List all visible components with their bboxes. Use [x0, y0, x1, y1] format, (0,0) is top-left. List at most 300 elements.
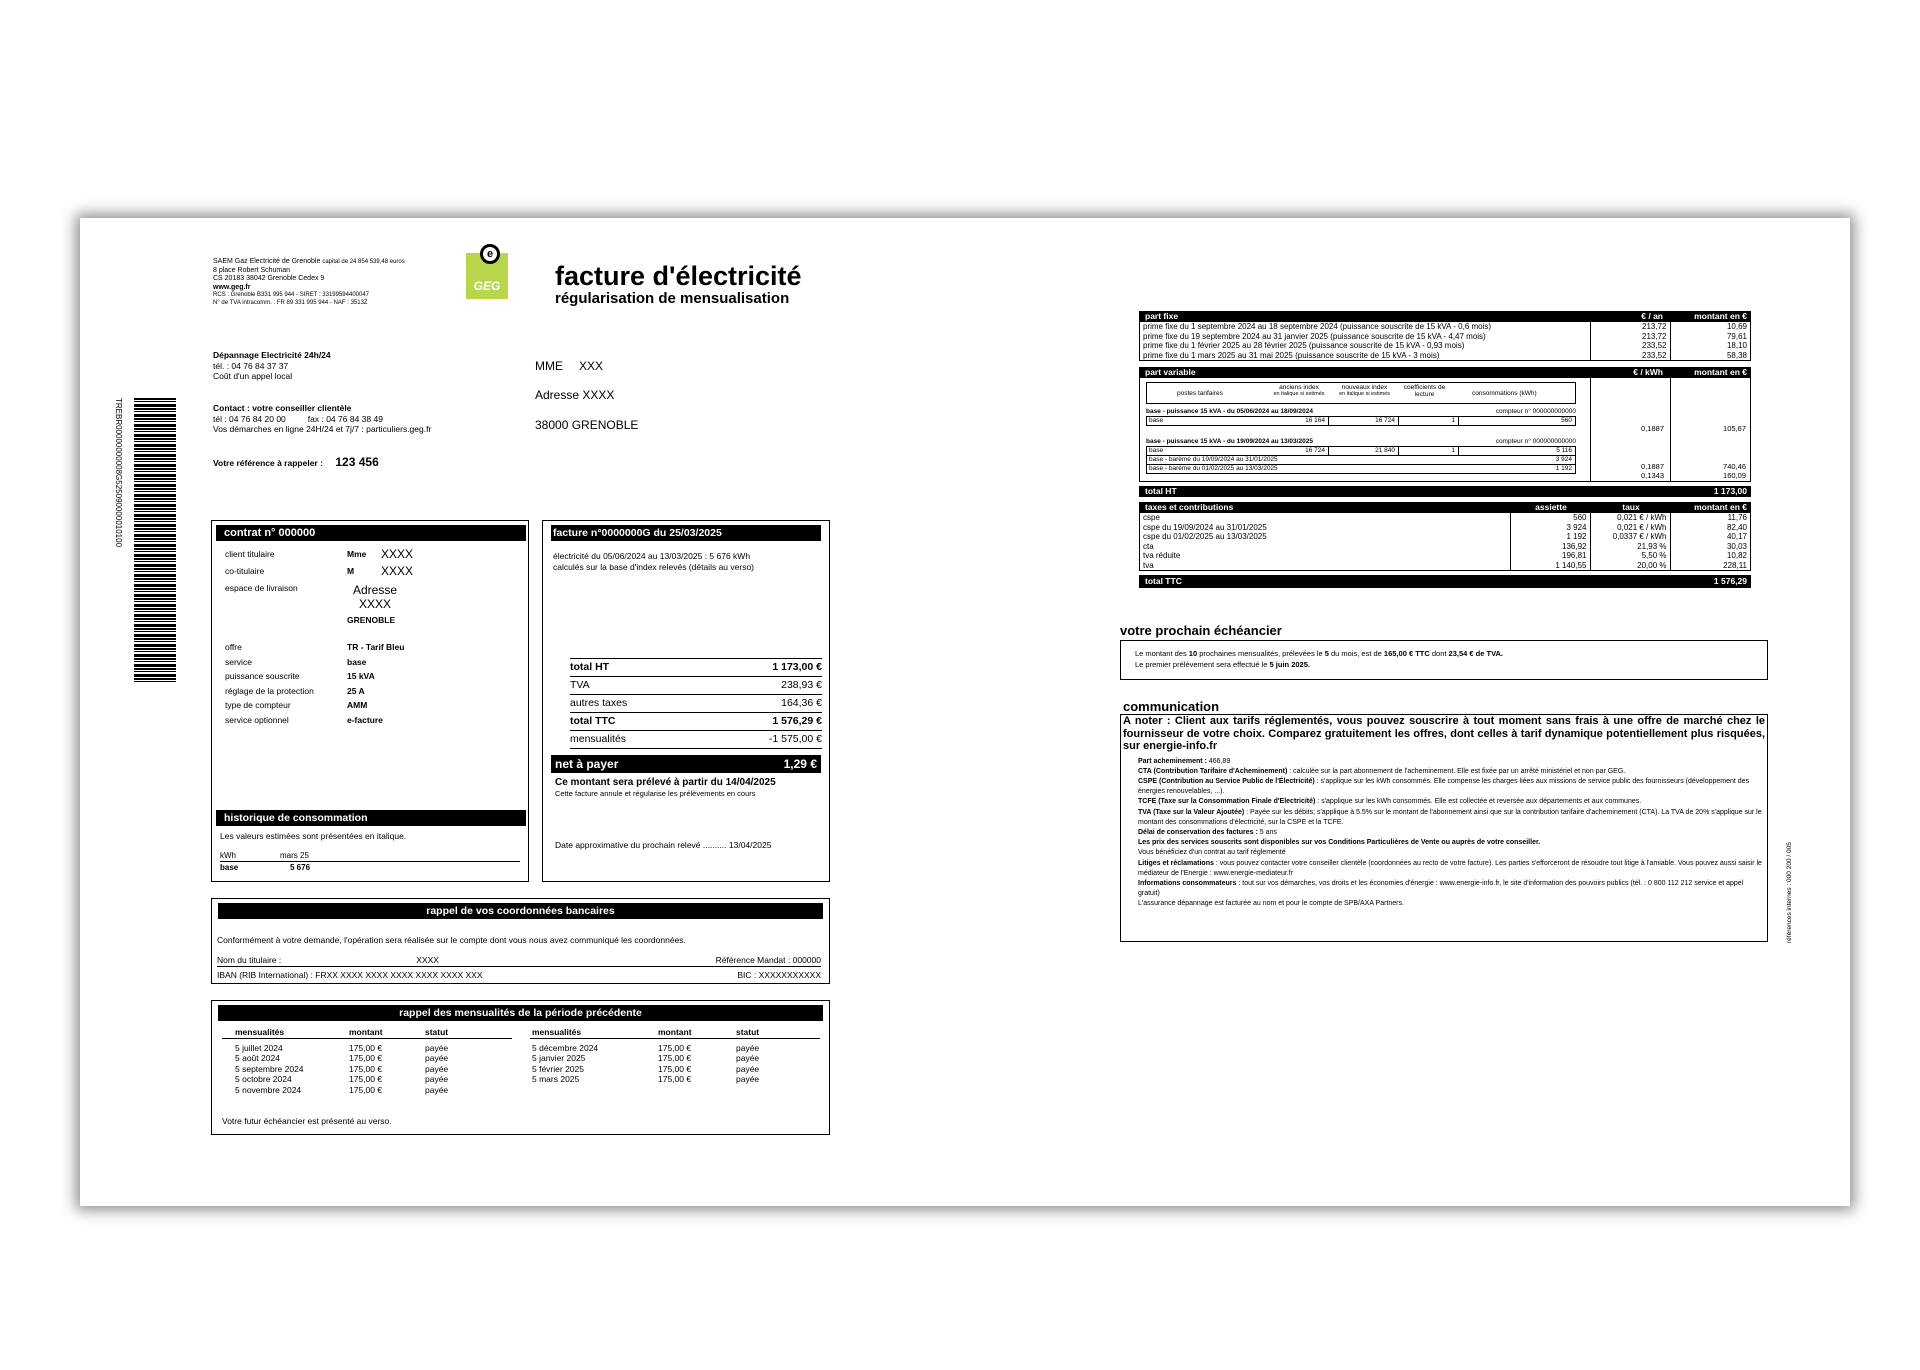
- fixed-desc: prime fixe du 1 septembre 2024 au 18 septembre 2024 (puissance souscrite de 15 kVA - 0,6 mois): [1140, 322, 1590, 332]
- bank-holder-row: [217, 955, 821, 967]
- schedule-box: [1120, 640, 1768, 680]
- tax-label: cta: [1140, 542, 1510, 552]
- recipient-city: 38000 GRENOBLE: [535, 418, 639, 432]
- total-ttc-bar-label: total TTC: [1145, 576, 1182, 586]
- tax-rate: 5,50 %: [1590, 551, 1670, 561]
- contact-title: Contact : votre conseiller clientèle: [213, 403, 352, 413]
- fixed-amount: 10,69: [1726, 322, 1747, 331]
- installment-amount: 175,00 €: [349, 1074, 383, 1084]
- tva-value: 238,93 €: [781, 679, 822, 691]
- installments-left-rows: [222, 1039, 512, 1096]
- debit-sub: Cette facture annule et régularise les prélèvements en cours: [555, 789, 756, 798]
- invoice-title: facture n°0000000G du 25/03/2025: [551, 525, 821, 541]
- delivery-address-2: XXXX: [359, 597, 392, 611]
- company-name: SAEM Gaz Electricité de Grenoble: [213, 258, 321, 265]
- bank-intro: Conformément à votre demande, l'opération sera réalisée sur le compte dont vous nous avez communiqué les coordonnées.: [217, 935, 686, 945]
- block2-amounts: [1670, 462, 1746, 480]
- installment-month: 5 janvier 2025: [532, 1053, 586, 1063]
- tax-amount: 82,40: [1726, 522, 1747, 532]
- installment-row: [222, 1064, 512, 1075]
- tax-base: 1 140,55: [1510, 561, 1590, 571]
- contract-details: [225, 642, 515, 729]
- schedule-line-2: [1135, 659, 1753, 670]
- communication-item-text: Vous bénéficiez d'un contrat au tarif réglementé: [1138, 849, 1286, 857]
- installments-left: [222, 1027, 512, 1095]
- barcode: [134, 398, 176, 683]
- communication-item: [1138, 879, 1765, 899]
- installments-box: [211, 1000, 830, 1135]
- other-taxes-label: autres taxes: [570, 697, 628, 709]
- tax-label: cspe du 01/02/2025 au 13/03/2025: [1140, 532, 1510, 542]
- communication-item: [1138, 797, 1765, 807]
- communication-item: [1138, 767, 1765, 777]
- block2-extra-2-label: base - barème du 01/02/2025 au 13/03/2025: [1149, 465, 1278, 472]
- fixed-desc: prime fixe du 1 février 2025 au 28 février 2025 (puissance souscrite de 15 kVA - 0,93 mois): [1140, 341, 1590, 351]
- detail-section: [1139, 311, 1751, 588]
- s-a: Le montant des: [1135, 649, 1189, 658]
- installments-right: [530, 1027, 820, 1085]
- offer-label: offre: [225, 642, 242, 652]
- block1-conso: 560: [1561, 417, 1572, 424]
- s-b: 10: [1188, 649, 1198, 658]
- tax-rate: 0,021 € / kWh: [1590, 523, 1670, 533]
- communication-item: [1138, 848, 1765, 858]
- block2-meter: compteur n° 000000000000: [1495, 438, 1576, 445]
- communication-item-bold: TCFE (Taxe sur la Consommation Finale d'Electricité): [1138, 798, 1316, 806]
- tax-amount: 10,82: [1726, 551, 1747, 560]
- installment-amount: 175,00 €: [658, 1042, 692, 1053]
- installment-row: [530, 1053, 820, 1064]
- tax-amount: 228,11: [1723, 560, 1747, 570]
- block2-coef: 1: [1399, 447, 1459, 455]
- total-ht-label: total HT: [570, 661, 610, 673]
- communication-item-text: : vous pouvez contacter votre conseiller clientèle (coordonnées au recto de votre facture). Les parties s'efforceront de résoudre tout litige à l'amiable. Vous pouvez aussi saisir le médiateur de l'Energie : www.energie-mediateur.fr: [1138, 859, 1762, 877]
- taxes-h-base: assiette: [1535, 502, 1567, 512]
- installments-line: [570, 731, 822, 749]
- index-h-new-label: nouveaux index: [1341, 384, 1388, 391]
- debit-note: Ce montant sera prélevé à partir du 14/04/2025: [555, 777, 776, 788]
- installment-row: [530, 1074, 820, 1085]
- invoice-totals: [570, 658, 822, 749]
- logo-e-icon: e: [480, 244, 500, 264]
- communication-item: [1138, 828, 1765, 838]
- variable-col2: montant en €: [1694, 367, 1747, 377]
- index-h-conso: consommations (kWh): [1472, 390, 1537, 397]
- installment-month: 5 août 2024: [235, 1053, 280, 1063]
- company-capital: capital de 24 854 539,48 euros: [322, 259, 405, 265]
- block1-title: base - puissance 15 kVA - du 05/06/2024 au 18/09/2024: [1146, 408, 1313, 415]
- header-amount-2: montant: [658, 1027, 692, 1037]
- taxes-title: taxes et contributions: [1145, 502, 1234, 512]
- next-reading-label: Date approximative du prochain relevé ..........: [555, 840, 727, 850]
- communication-item: [1138, 899, 1765, 909]
- fixed-amount: 79,61: [1726, 331, 1747, 341]
- communication-items: [1121, 753, 1767, 910]
- index-h-old-sub: en italique si estimés: [1273, 391, 1325, 397]
- meter-type-value: AMM: [347, 700, 368, 710]
- tax-label: tva réduite: [1140, 551, 1510, 561]
- block2-extra-2-qty: 1 192: [1555, 465, 1572, 472]
- block2-new: 21 840: [1329, 447, 1399, 455]
- tax-rate: 21,93 %: [1590, 542, 1670, 552]
- variable-title: part variable: [1145, 367, 1196, 377]
- invoice-sheet: [80, 218, 1850, 1206]
- fixed-amount: 18,10: [1726, 341, 1747, 350]
- tax-base: 1 192: [1510, 532, 1590, 542]
- tax-rate: 0,0337 € / kWh: [1590, 532, 1670, 542]
- block1-post: base: [1149, 417, 1164, 424]
- tax-base: 3 924: [1510, 523, 1590, 533]
- schedule-line-1: [1135, 648, 1753, 659]
- communication-item-bold: Part acheminement :: [1138, 757, 1207, 765]
- depannage-title: Dépannage Electricité 24h/24: [213, 350, 331, 360]
- coholder-prefix: M: [347, 566, 355, 576]
- tax-label: cspe du 19/09/2024 au 31/01/2025: [1140, 523, 1510, 533]
- other-taxes-line: [570, 695, 822, 713]
- bank-box: [211, 898, 830, 984]
- communication-item-bold: Délai de conservation des factures :: [1138, 828, 1258, 836]
- block1-meter: compteur n° 000000000000: [1495, 408, 1576, 415]
- block1-rate: 0,1887: [1641, 424, 1664, 433]
- index-h-old: [1269, 384, 1329, 398]
- total-ttc-line: [570, 713, 822, 731]
- block2-rate-1: 0,1887: [1641, 462, 1664, 471]
- other-taxes-value: 164,36 €: [781, 697, 822, 709]
- block2-extra-1-label: base - barème du 19/09/2024 au 31/01/2025: [1149, 456, 1278, 463]
- next-reading-value: 13/04/2025: [728, 840, 772, 850]
- contract-box: [211, 520, 529, 882]
- communication-item-bold: Les prix des services souscrits sont disponibles sur vos Conditions Particulières de Vente ou auprès de votre conseiller.: [1138, 839, 1541, 847]
- block2-conso: 5 116: [1556, 447, 1572, 454]
- fixed-desc: prime fixe du 19 septembre 2024 au 31 janvier 2025 (puissance souscrite de 15 kVA - 4,47 mois): [1140, 332, 1590, 342]
- bank-title: rappel de vos coordonnées bancaires: [218, 903, 823, 919]
- installment-month: 5 février 2025: [532, 1063, 584, 1074]
- total-ttc-bar-value: 1 576,29: [1713, 576, 1747, 586]
- installment-row: [222, 1085, 512, 1096]
- holder-value: XXXX: [381, 547, 414, 561]
- net-to-pay: [551, 755, 821, 773]
- block2-amount-2: 160,09: [1723, 471, 1746, 480]
- variable-block-2: [1146, 438, 1576, 474]
- installment-status: payée: [736, 1042, 760, 1053]
- fixed-desc: prime fixe du 1 mars 2025 au 31 mai 2025 (puissance souscrite de 15 kVA - 3 mois): [1140, 351, 1590, 361]
- communication-item-text: : calculée sur la part abonnement de l'acheminement. Elle est fixée par un arrêté ministériel et non par GEG.: [1287, 767, 1626, 775]
- block1-new: 16 724: [1329, 417, 1399, 425]
- communication-item-text: : s'applique sur les kWh consommés. Elle est collectée et reversée aux départements et aux communes.: [1315, 798, 1642, 806]
- fixed-row: [1140, 322, 1750, 332]
- block2-rates: [1590, 462, 1664, 480]
- installment-amount: 175,00 €: [658, 1074, 692, 1084]
- fixed-rate: 213,72: [1590, 332, 1670, 342]
- invoice-desc-1: électricité du 05/06/2024 au 13/03/2025 : 5 676 kWh: [553, 551, 751, 561]
- net-to-pay-value: 1,29 €: [783, 757, 817, 771]
- variable-header: [1139, 367, 1751, 378]
- contact-phone: tél : 04 76 84 20 00: [213, 413, 286, 424]
- fixed-col2: montant en €: [1694, 311, 1747, 321]
- communication-item-text: L'assurance dépannage est facturée au nom et pour le compte de SPB/AXA Partners.: [1138, 900, 1404, 908]
- delivery-address-1: Adresse: [353, 583, 398, 597]
- tax-label: cspe: [1140, 513, 1510, 523]
- depannage-block: [213, 350, 493, 382]
- tax-base: 196,81: [1510, 551, 1590, 561]
- reference-value: 123 456: [335, 455, 379, 469]
- total-ttc-label: total TTC: [570, 715, 616, 727]
- block2-extra-2: [1146, 465, 1576, 474]
- tax-label: tva: [1140, 561, 1510, 571]
- bank-mandate: Référence Mandat : 000000: [715, 955, 821, 965]
- company-tva: N° de TVA intracomm. : FR 89 331 995 944 - NAF : 3513Z: [213, 299, 368, 306]
- fixed-row: [1140, 332, 1750, 342]
- internal-ref: références internes : 000 200 / 005: [1786, 842, 1793, 943]
- installment-month: 5 mars 2025: [532, 1074, 580, 1084]
- protection-label: réglage de la protection: [225, 685, 314, 696]
- communication-title: communication: [1123, 699, 1220, 714]
- installment-status: payée: [425, 1042, 449, 1053]
- header-amount: montant: [349, 1027, 383, 1037]
- option-value: e-facture: [347, 714, 383, 725]
- company-rcs: RCS : Grenoble B331 995 944 - SIRET : 33199594400047: [213, 292, 369, 298]
- header-status-2: statut: [736, 1027, 760, 1037]
- bank-holder-value: XXXX: [416, 955, 439, 965]
- communication-item-text: 5 ans: [1257, 828, 1277, 836]
- block2-extra-1-qty: 3 924: [1555, 456, 1572, 463]
- installment-status: payée: [425, 1053, 449, 1063]
- installment-status: payée: [425, 1084, 449, 1095]
- bank-iban: IBAN (RIB International) : FRXX XXXX XXXX XXXX XXXX XXXX XXX: [217, 970, 483, 980]
- fixed-rate: 213,72: [1590, 322, 1670, 332]
- history-month: mars 25: [280, 851, 309, 860]
- block2-row: [1146, 446, 1576, 456]
- communication-notice: A noter : Client aux tarifs réglementés, vous pouvez souscrire à tout moment sans frais à une offre de marché chez le fournisseur de votre choix. Comparez gratuitement les offres, dont celles à tarif dynamique potentiellement plus risquées, sur energie-info.fr: [1123, 715, 1765, 752]
- block1-amount: 105,67: [1723, 424, 1746, 433]
- taxes-rows: [1140, 513, 1750, 570]
- installment-status: payée: [736, 1063, 760, 1074]
- installments-title: rappel des mensualités de la période précédente: [218, 1005, 823, 1021]
- fixed-rate: 233,52: [1590, 351, 1670, 361]
- history-note: Les valeurs estimées sont présentées en italique.: [220, 831, 407, 841]
- communication-item-bold: Informations consommateurs: [1138, 879, 1237, 887]
- tva-line: [570, 677, 822, 695]
- communication-item-bold: Litiges et réclamations: [1138, 859, 1214, 867]
- fixed-row: [1140, 341, 1750, 351]
- holder-prefix: Mme: [347, 549, 367, 559]
- communication-item: [1138, 777, 1765, 797]
- communication-item-bold: TVA (Taxe sur la Valeur Ajoutée): [1138, 808, 1245, 816]
- communication-item: [1138, 859, 1765, 879]
- tax-amount: 11,76: [1727, 513, 1747, 522]
- index-h-new: [1332, 384, 1397, 398]
- installments-right-header: [530, 1027, 820, 1039]
- next-reading: [555, 840, 823, 851]
- installment-status: payée: [425, 1074, 449, 1084]
- schedule-title: votre prochain échéancier: [1120, 623, 1282, 638]
- fixed-amount: 58,38: [1726, 350, 1747, 360]
- taxes-h-rate: taux: [1622, 502, 1640, 512]
- reference-block: [213, 453, 513, 471]
- s2-a: Le premier prélèvement sera effectué le: [1135, 660, 1270, 669]
- company-address-1: 8 place Robert Schuman: [213, 266, 291, 274]
- delivery-label: espace de livraison: [225, 583, 298, 593]
- block2-post: base: [1149, 447, 1164, 454]
- contact-block: [213, 403, 513, 435]
- communication-item-text: : s'applique sur les kWh consommés. Elle compense les charges liées aux missions de service public des fournisseurs (développement des énergies renouvelables, ...).: [1138, 777, 1750, 796]
- installment-amount: 175,00 €: [349, 1063, 383, 1074]
- power-label: puissance souscrite: [225, 671, 300, 681]
- index-h-coef: coefficients de lecture: [1403, 384, 1446, 398]
- block1-row: [1146, 416, 1576, 426]
- offer-value: TR - Tarif Bleu: [347, 642, 405, 652]
- contract-holders: [225, 549, 515, 626]
- page-title: facture d'électricité: [555, 261, 802, 291]
- contract-title: contrat n° 000000: [216, 525, 526, 541]
- variable-col1: € / kWh: [1633, 367, 1663, 377]
- total-ttc-value: 1 576,29 €: [772, 715, 822, 727]
- coholder-value: XXXX: [381, 564, 414, 578]
- communication-box: [1120, 714, 1768, 942]
- installment-amount: 175,00 €: [658, 1053, 692, 1063]
- bank-holder-label: Nom du titulaire :: [217, 955, 282, 965]
- geg-logo: [466, 248, 508, 299]
- tva-label: TVA: [570, 679, 590, 691]
- communication-item-text: : Payée sur les débits; s'applique à 5.5% sur le montant de l'abonnement ainsi que sur la contribution tarifaire d'acheminement (CTA). La TVA de 20% s'applique sur le montant des consommations d'électricité, sur la CSPE et la TCFE.: [1138, 808, 1762, 826]
- installment-month: 5 septembre 2024: [235, 1063, 304, 1074]
- installment-row: [222, 1043, 512, 1054]
- block2-title: base - puissance 15 kVA - du 19/09/2024 au 13/03/2025: [1146, 438, 1313, 445]
- recipient-name: XXX: [579, 359, 604, 373]
- invoice-desc-2: calculés sur la base d'index relevés (détails au verso): [553, 562, 754, 572]
- total-ht-bar-label: total HT: [1145, 486, 1177, 496]
- total-ht-line: [570, 659, 822, 677]
- bank-bic: BIC : XXXXXXXXXXX: [737, 970, 821, 980]
- tax-row: [1140, 561, 1750, 571]
- tax-row: [1140, 532, 1750, 542]
- installment-amount: 175,00 €: [349, 1053, 383, 1063]
- service-label: service: [225, 656, 252, 667]
- s-c: prochaines mensualités, prélevées le: [1197, 649, 1325, 658]
- installment-row: [222, 1053, 512, 1064]
- installment-month: 5 juillet 2024: [235, 1042, 283, 1053]
- index-h-new-sub: en italique si estimés: [1338, 391, 1391, 397]
- history-title: historique de consommation: [216, 810, 526, 826]
- installment-row: [530, 1043, 820, 1054]
- history-row-value: 5 676: [290, 863, 311, 872]
- index-h-postes: postes tarifaires: [1177, 390, 1223, 397]
- barcode-text: TREBR00000000008G525090000010100: [114, 398, 123, 548]
- company-info: [213, 258, 473, 307]
- tax-row: [1140, 513, 1750, 523]
- fixed-header: [1139, 311, 1751, 322]
- tax-row: [1140, 523, 1750, 533]
- communication-item: [1138, 808, 1765, 828]
- communication-item-text: : tout sur vos démarches, vos droits et les économies d'énergie : www.energie-info.fr, le site d'information des pouvoirs publics (tél. : 0 800 112 212 service et appel gratuit): [1138, 879, 1744, 898]
- tax-amount: 30,03: [1726, 541, 1747, 551]
- tax-row: [1140, 542, 1750, 552]
- fixed-col1: € / an: [1641, 311, 1663, 321]
- tax-base: 136,92: [1510, 542, 1590, 552]
- recipient-block: [535, 359, 835, 432]
- fixed-table: [1139, 322, 1751, 361]
- fixed-title: part fixe: [1145, 311, 1179, 321]
- installment-month: 5 décembre 2024: [532, 1042, 599, 1053]
- s-f: 165,00 € TTC: [1383, 649, 1430, 658]
- company-address-2: CS 20183 38042 Grenoble Cedex 9: [213, 275, 325, 282]
- company-website: www.geg.fr: [213, 283, 251, 291]
- s2-b: 5 juin 2025.: [1269, 660, 1310, 669]
- tax-rate: 0,021 € / kWh: [1590, 513, 1670, 523]
- variable-table: [1139, 378, 1751, 482]
- coholder-label: co-titulaire: [225, 566, 265, 576]
- net-to-pay-label: net à payer: [555, 757, 619, 771]
- communication-item-bold: CSPE (Contribution au Service Public de l'Électricité): [1138, 777, 1315, 785]
- reference-label: Votre référence à rappeler :: [213, 458, 323, 468]
- contact-online: Vos démarches en ligne 24H/24 et 7j/7 : particuliers.geg.fr: [213, 424, 432, 434]
- index-headers: [1146, 382, 1576, 404]
- block2-extra-1: [1146, 456, 1576, 465]
- fixed-rate: 233,52: [1590, 341, 1670, 351]
- s-e: du mois, est de: [1328, 649, 1384, 658]
- communication-item-bold: CTA (Contribution Tarifaire d'Acheminement): [1138, 767, 1288, 775]
- taxes-h-amount: montant en €: [1694, 502, 1747, 512]
- total-ttc-bar: [1139, 575, 1751, 588]
- depannage-phone: tél. : 04 76 84 37 37: [213, 360, 289, 371]
- block2-old: 16 724: [1267, 447, 1329, 455]
- protection-value: 25 A: [347, 685, 365, 696]
- bank-iban-row: [217, 970, 821, 981]
- block2-amount-1: 740,46: [1723, 462, 1746, 471]
- service-value: base: [347, 656, 367, 667]
- history-row-label: base: [220, 863, 239, 872]
- history-table: [220, 851, 520, 874]
- tax-rate: 20,00 %: [1590, 561, 1670, 571]
- installments-right-rows: [530, 1039, 820, 1085]
- contact-fax: fax : 04 76 84 38 49: [307, 413, 383, 424]
- fixed-rows: [1140, 322, 1750, 360]
- communication-item: [1138, 838, 1765, 848]
- installment-status: payée: [736, 1053, 760, 1063]
- installment-month: 5 novembre 2024: [235, 1084, 302, 1095]
- communication-item: [1138, 757, 1765, 767]
- meter-type-label: type de compteur: [225, 700, 291, 710]
- installment-status: payée: [736, 1074, 760, 1084]
- s-h: 23,54 € de TVA.: [1448, 649, 1504, 658]
- tax-row: [1140, 551, 1750, 561]
- installment-status: payée: [425, 1063, 449, 1074]
- option-label: service optionnel: [225, 714, 289, 725]
- installment-amount: 175,00 €: [349, 1084, 383, 1095]
- s-g: dont: [1429, 649, 1449, 658]
- recipient-address: Adresse XXXX: [535, 388, 615, 402]
- header-month: mensualités: [235, 1027, 285, 1037]
- delivery-city: GRENOBLE: [347, 615, 396, 625]
- tax-base: 560: [1510, 513, 1590, 523]
- installment-amount: 175,00 €: [658, 1063, 692, 1074]
- block2-rate-2: 0,1343: [1641, 471, 1664, 480]
- installments-left-header: [222, 1027, 512, 1039]
- tax-amount: 40,17: [1726, 532, 1747, 541]
- taxes-table: [1139, 513, 1751, 571]
- block1-coef: 1: [1399, 417, 1459, 425]
- header: [555, 261, 915, 307]
- history-unit: kWh: [220, 851, 236, 860]
- installment-row: [222, 1074, 512, 1085]
- installments-value: -1 575,00 €: [768, 733, 822, 745]
- fixed-row: [1140, 351, 1750, 361]
- header-month-2: mensualités: [532, 1027, 582, 1037]
- holder-label: client titulaire: [225, 549, 275, 559]
- installments-label: mensualités: [570, 733, 627, 745]
- s-d: 5: [1324, 649, 1329, 658]
- total-ht-value: 1 173,00 €: [772, 661, 822, 673]
